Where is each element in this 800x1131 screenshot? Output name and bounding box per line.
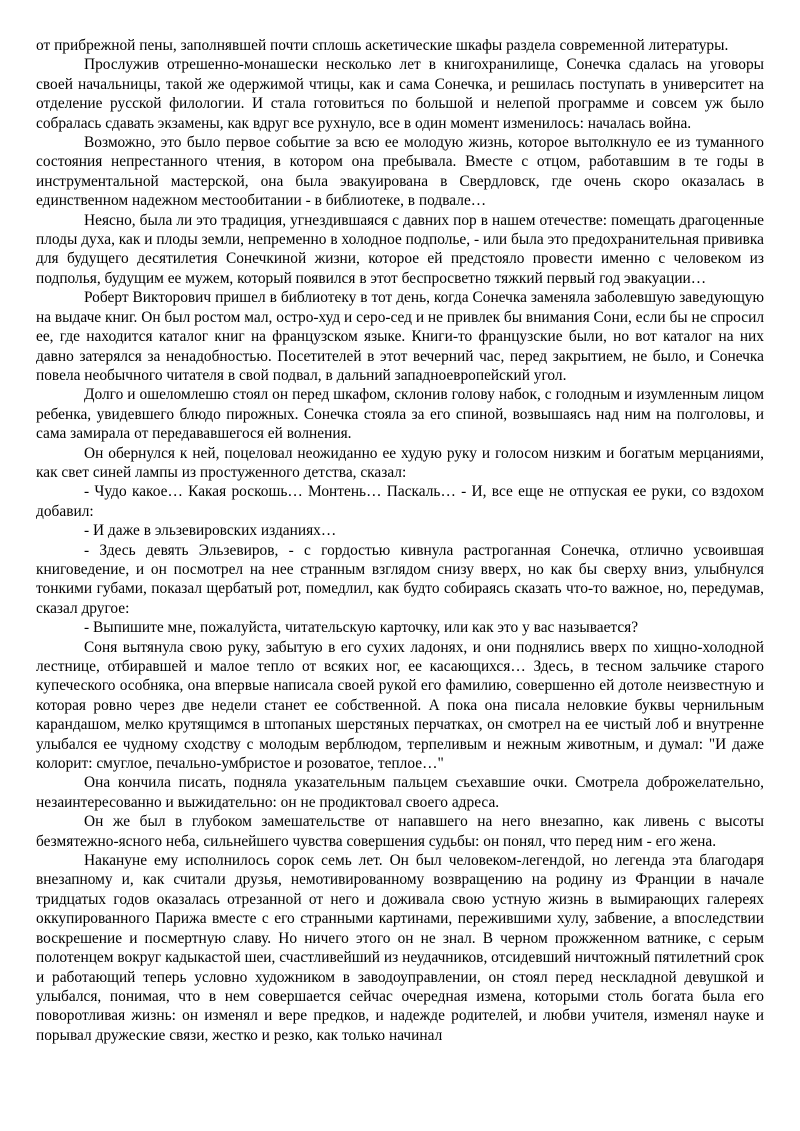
dialogue-line: - И даже в эльзевировских изданиях… (84, 522, 337, 540)
paragraph: Она кончила писать, подняла указательным пальцем съехавшие очки. Смотрела доброжелательно, незаинтересованно и выжидательно: он не продиктовал своего адреса. (36, 774, 764, 811)
paragraph: Роберт Викторович пришел в библиотеку в тот день, когда Сонечка заменяла заболевшую заведующую на выдаче книг. Он был ростом мал, остро-худ и серо-сед и не привлек бы внимания Сони, если бы не спросил ее, где находится каталог книг на французском языке. Книги-то французские были, но вот каталог на них давно затерялся за ненадобностью. Посетителей в этот вечерний час, перед закрытием, не было, и Сонечка повела необычного читателя в свой подвал, в дальний западноевропейский угол. (36, 289, 764, 384)
paragraph: Возможно, это было первое событие за всю ее молодую жизнь, которое вытолкнуло ее из туманного состояния непрестанного чтения, в котором она пребывала. Вместе с отцом, работавшим в те годы в инструментальной мастерской, она была эвакуирована в Свердловск, где очень скоро оказалась в единственном надежном местообитании - в библиотеке, в подвале… (36, 134, 764, 210)
document-page (36, 36, 764, 1045)
paragraph: Он же был в глубоком замешательстве от напавшего на него внезапно, как ливень с высоты безмятежно-ясного неба, сильнейшего чувства совершения судьбы: он понял, что перед ним - его жена. (36, 813, 764, 850)
paragraph: Соня вытянула свою руку, забытую в его сухих ладонях, и они поднялись вверх по хищно-холодной лестнице, отбиравшей и малое тепло от всяких ног, ее касающихся… Здесь, в тесном зальчике старого купеческого особняка, она впервые написала своей рукой его фамилию, совершенно ей дотоле неизвестную и которая ровно через две недели станет ее собственной. А пока она писала неловкие буквы чернильным карандашом, мелко крутящимся в штопаных шерстяных перчатках, он смотрел на ее чистый лоб и внутренне улыбался ее чудному сходству с молодым верблюдом, терпеливым и нежным животным, и думал: "И даже колорит: смуглое, печально-умбристое и розоватое, теплое…" (36, 638, 764, 773)
paragraph: Накануне ему исполнилось сорок семь лет. Он был человеком-легендой, но легенда эта благодаря внезапному и, как считали друзья, немотивированному возвращению на родину из Франции в начале тридцатых годов оказалась отрезанной от него и доживала свою устную жизнь в вымирающих галереях оккупированного Парижа вместе с его странными картинами, пережившими хулу, забвение, а впоследствии воскрешение и посмертную славу. Но ничего этого он не знал. В черном прожженном ватнике, с серым полотенцем вокруг кадыкастой шеи, счастливейший из неудачников, отсидевший ничтожный пятилетний срок и работающий теперь условно художником в заводоуправлении, он стоял перед нескладной девушкой и улыбался, понимая, что в нем совершается сейчас очередная измена, которыми столь богата была его поворотливая жизнь: он изменял и вере предков, и надежде родителей, и любви учителя, изменял науке и порывал дружеские связи, жестко и резко, как только начинал (36, 852, 764, 1044)
paragraph: Долго и ошеломлешю стоял он перед шкафом, склонив голову набок, с голодным и изумленным лицом ребенка, увидевшего блюдо пирожных. Сонечка стояла за его спиной, возвышаясь над ним на полголовы, и сама замирала от передававшегося ей волнения. (36, 386, 764, 443)
paragraph: Неясно, была ли это традиция, угнездившаяся с давних пор в нашем отечестве: помещать драгоценные плоды духа, как и плоды земли, непременно в холодное подполье, - или была это предохранительная прививка для будущего десятилетия Сонечкиной жизни, которое ей предстояло провести именно с человеком из подполья, будущим ее мужем, который появился в этот беспросветно тяжкий первый год эвакуации… (36, 211, 764, 287)
paragraph: Прослужив отрешенно-монашески несколько лет в книгохранилище, Сонечка сдалась на уговоры своей начальницы, такой же одержимой чтицы, как и сама Сонечка, и решилась поступать в университет на отделение русской филологии. И стала готовиться по большой и нелепой программе и совсем уж было собралась сдавать экзамены, как вдруг все рухнуло, все в один момент изменилось: началась война. (36, 56, 764, 132)
paragraph: Он обернулся к ней, поцеловал неожиданно ее худую руку и голосом низким и богатым мерцаниями, как свет синей лампы из простуженного детства, сказал: (36, 444, 764, 481)
paragraph-continuation: от прибрежной пены, заполнявшей почти сплошь аскетические шкафы раздела современной литературы. (36, 37, 729, 54)
dialogue-line: - Выпишите мне, пожалуйста, читательскую карточку, или как это у вас называется? (84, 619, 639, 637)
dialogue-line: - Здесь девять Эльзевиров, - с гордостью кивнула растроганная Сонечка, отлично усвоившая книговедение, и он посмотрел на нее странным взглядом снизу вверх, но как бы сверху вниз, улыбнулся тонкими губами, показал щербатый рот, помедлил, как будто собираясь сказать что-то важное, но, передумав, сказал другое: (36, 541, 764, 617)
dialogue-line: - Чудо какое… Какая роскошь… Монтень… Паскаль… - И, все еще не отпуская ее руки, со вздохом добавил: (36, 483, 764, 520)
